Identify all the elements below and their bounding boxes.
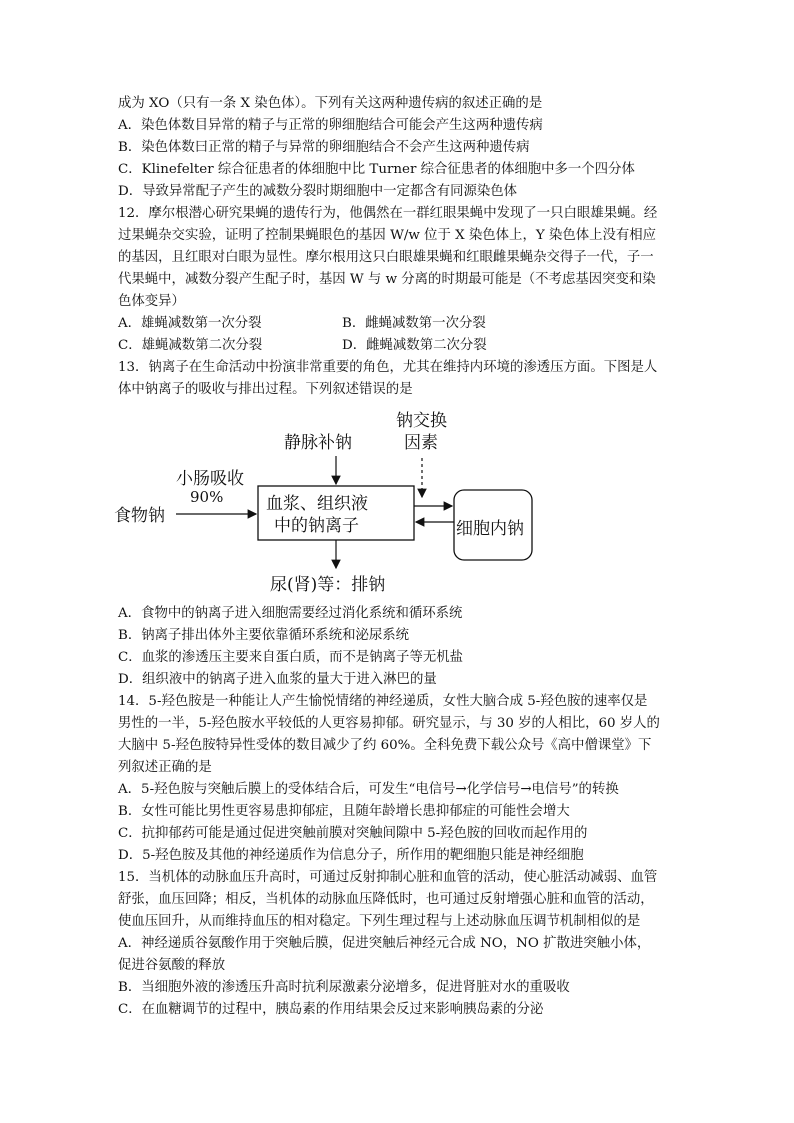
q15-stem-line: 舒张，血压回降；相反，当机体的动脉血压降低时，也可通过反射增强心脏和血管的活动， — [118, 892, 654, 907]
q12-stem-line: 12．摩尔根潜心研究果蝇的遗传行为，他偶然在一群红眼果蝇中发现了一只白眼雄果蝇。经 — [118, 206, 658, 221]
q14-stem-line: 男性的一半，5-羟色胺水平较低的人更容易抑郁。研究显示，与 30 岁的人相比，60 岁人的 — [118, 716, 660, 731]
q11-option-d: D．导致异常配子产生的减数分裂时期细胞中一定都含有同源染色体 — [118, 184, 518, 199]
absorption-percent-label: 90% — [190, 488, 224, 506]
q12-stem-line: 过果蝇杂交实验，证明了控制果蝇眼色的基因 W/w 位于 X 染色体上，Y 染色体上没有相应 — [118, 228, 657, 243]
q12-option-c: C．雄蝇减数第二次分裂 — [118, 338, 263, 353]
exchange-factor-label-2: 因素 — [404, 433, 438, 453]
q11-option-b: B．染色体数曰正常的精子与异常的卵细胞结合不会产生这两种遗传病 — [118, 140, 530, 155]
intestine-absorption-label: 小肠吸收 — [176, 469, 244, 489]
center-box-line-2: 中的钠离子 — [274, 516, 359, 536]
q15-option-b: B．当细胞外液的渗透压升高时抗利尿激素分泌增多，促进肾脏对水的重吸收 — [118, 980, 570, 995]
q13-option-c: C．血浆的渗透压主要来自蛋白质，而不是钠离子等无机盐 — [118, 650, 464, 665]
q12-option-d: D．雌蝇减数第二次分裂 — [342, 338, 487, 353]
q15-option-a: A．神经递质谷氨酸作用于突触后膜，促进突触后神经元合成 NO，NO 扩散进突触小体， — [118, 936, 651, 951]
q12-stem-line: 色体变异） — [118, 294, 185, 309]
q12-stem-line: 代果蝇中，减数分裂产生配子时，基因 W 与 w 分离的时期最可能是（不考虑基因突变和染 — [118, 272, 656, 287]
q12-options-row-2 — [118, 336, 678, 356]
q14-option-b: B．女性可能比男性更容易患抑郁症，且随年龄增长患抑郁症的可能性会增大 — [118, 804, 570, 819]
q15-stem-line: 使血压回升，从而维持血压的相对稳定。下列生理过程与上述动脉血压调节机制相似的是 — [118, 914, 641, 929]
q11-stem-tail: 成为 XO（只有一条 X 染色体）。下列有关这两种遗传病的叙述正确的是 — [118, 96, 543, 111]
q13-stem-line: 13．钠离子在生命活动中扮演非常重要的角色，尤其在维持内环境的渗透压方面。下图是人 — [118, 360, 658, 375]
q12-stem-line: 的基因，且红眼对白眼为显性。摩尔根用这只白眼雄果蝇和红眼雌果蝇杂交得子一代，子一 — [118, 250, 654, 265]
q15-option-c: C．在血糖调节的过程中，胰岛素的作用结果会反过来影响胰岛素的分泌 — [118, 1002, 544, 1017]
q13-option-d: D．组织液中的钠离子进入血浆的量大于进入淋巴的量 — [118, 672, 437, 687]
q11-option-c: C．Klinefelter 综合征患者的体细胞中比 Turner 综合征患者的体细胞中多一个四分体 — [118, 162, 635, 177]
q14-stem-line: 大脑中 5-羟色胺特异性受体的数目减少了约 60%。全科免费下载公众号《高中僧课堂》下 — [118, 738, 652, 753]
q13-option-b: B．钠离子排出体外主要依靠循环系统和泌尿系统 — [118, 628, 410, 643]
q12-options-row-1 — [118, 314, 678, 334]
iv-sodium-label: 静脉补钠 — [284, 433, 352, 453]
food-sodium-label: 食物钠 — [114, 506, 165, 526]
q14-stem-line: 列叙述正确的是 — [118, 760, 212, 775]
intracellular-sodium-label: 细胞内钠 — [456, 519, 524, 539]
center-box-line-1: 血浆、组织液 — [266, 494, 368, 514]
q15-option-a-cont: 促进谷氨酸的释放 — [118, 958, 226, 973]
q15-stem-line: 15．当机体的动脉血压升高时，可通过反射抑制心脏和血管的活动，使心脏活动减弱、血管 — [118, 870, 658, 885]
q12-option-a: A．雄蝇减数第一次分裂 — [118, 316, 262, 331]
sodium-flow-diagram — [112, 404, 542, 600]
q13-option-a: A．食物中的钠离子进入细胞需要经过消化系统和循环系统 — [118, 606, 463, 621]
urine-excretion-label: 尿(肾)等：排钠 — [270, 575, 386, 595]
q13-stem-line: 体中钠离子的吸收与排出过程。下列叙述错误的是 — [118, 382, 413, 397]
q14-option-d: D．5-羟色胺及其他的神经递质作为信息分子，所作用的靶细胞只能是神经细胞 — [118, 848, 584, 863]
q12-option-b: B．雌蝇减数第一次分裂 — [342, 316, 486, 331]
q11-option-a: A．染色体数目异常的精子与正常的卵细胞结合可能会产生这两种遗传病 — [118, 118, 543, 133]
q14-option-a: A．5-羟色胺与突触后膜上的受体结合后，可发生“电信号→化学信号→电信号”的转换 — [118, 782, 619, 797]
q14-stem-line: 14．5-羟色胺是一种能让人产生愉悦情绪的神经递质，女性大脑合成 5-羟色胺的速率仅是 — [118, 694, 648, 709]
q14-option-c: C．抗抑郁药可能是通过促进突触前膜对突触间隙中 5-羟色胺的回收而起作用的 — [118, 826, 588, 841]
exchange-factor-label-1: 钠交换 — [396, 411, 447, 431]
